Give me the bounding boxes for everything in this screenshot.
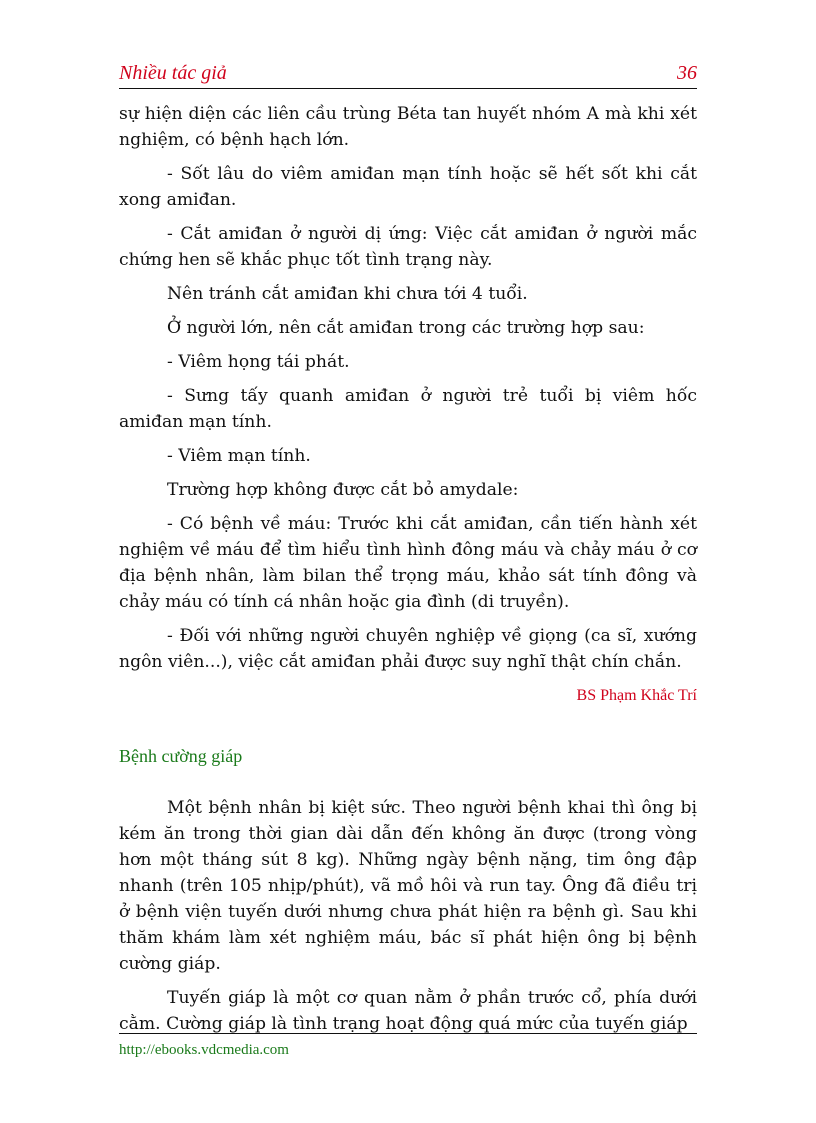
- paragraph: - Cắt amiđan ở người dị ứng: Việc cắt amiđan ở người mắc chứng hen sẽ khắc phục tốt tình trạng này.: [119, 224, 697, 270]
- paragraph: Tuyến giáp là một cơ quan nằm ở phần trước cổ, phía dưới cằm. Cường giáp là tình trạng hoạt động quá mức của tuyến giáp: [119, 988, 697, 1034]
- page-footer: [119, 1033, 697, 1059]
- paragraph: Một bệnh nhân bị kiệt sức. Theo người bệnh khai thì ông bị kém ăn trong thời gian dài dẫn đến không ăn được (trong vòng hơn một tháng sút 8 kg). Những ngày bệnh nặng, tim ông đập nhanh (trên 105 nhịp/phút), vã mồ hôi và run tay. Ông đã điều trị ở bệnh viện tuyến dưới nhưng chưa phát hiện ra bệnh gì. Sau khi thăm khám làm xét nghiệm máu, bác sĩ phát hiện ông bị bệnh cường giáp.: [119, 798, 697, 974]
- paragraph: sự hiện diện các liên cầu trùng Béta tan huyết nhóm A mà khi xét nghiệm, có bệnh hạch lớn.: [119, 104, 697, 150]
- paragraph: - Có bệnh về máu: Trước khi cắt amiđan, cần tiến hành xét nghiệm về máu để tìm hiểu tình hình đông máu và chảy máu ở cơ địa bệnh nhân, làm bilan thể trọng máu, khảo sát tính đông và chảy máu có tính cá nhân hoặc gia đình (di truyền).: [119, 514, 697, 612]
- paragraph: Ở người lớn, nên cắt amiđan trong các trường hợp sau:: [167, 318, 645, 338]
- footer-link[interactable]: http://ebooks.vdcmedia.com: [119, 1042, 289, 1058]
- page-number: 36: [677, 62, 697, 84]
- paragraph: - Viêm mạn tính.: [167, 446, 311, 466]
- paragraph: - Đối với những người chuyên nghiệp về giọng (ca sĩ, xướng ngôn viên...), việc cắt amiđan phải được suy nghĩ thật chín chắn.: [119, 626, 697, 672]
- author-signature: BS Phạm Khắc Trí: [576, 687, 697, 704]
- section-title: Bệnh cường giáp: [119, 746, 243, 766]
- paragraph: - Sốt lâu do viêm amiđan mạn tính hoặc sẽ hết sốt khi cắt xong amiđan.: [119, 164, 697, 210]
- paragraph: Nên tránh cắt amiđan khi chưa tới 4 tuổi.: [167, 284, 528, 304]
- document-page: [119, 62, 697, 1045]
- header-title: Nhiều tác giả: [119, 62, 227, 84]
- paragraph: Trường hợp không được cắt bỏ amydale:: [167, 480, 519, 500]
- body-text: [119, 101, 697, 1037]
- paragraph: - Viêm họng tái phát.: [167, 352, 350, 372]
- page-header: [119, 62, 697, 89]
- paragraph: - Sưng tấy quanh amiđan ở người trẻ tuổi bị viêm hốc amiđan mạn tính.: [119, 386, 697, 432]
